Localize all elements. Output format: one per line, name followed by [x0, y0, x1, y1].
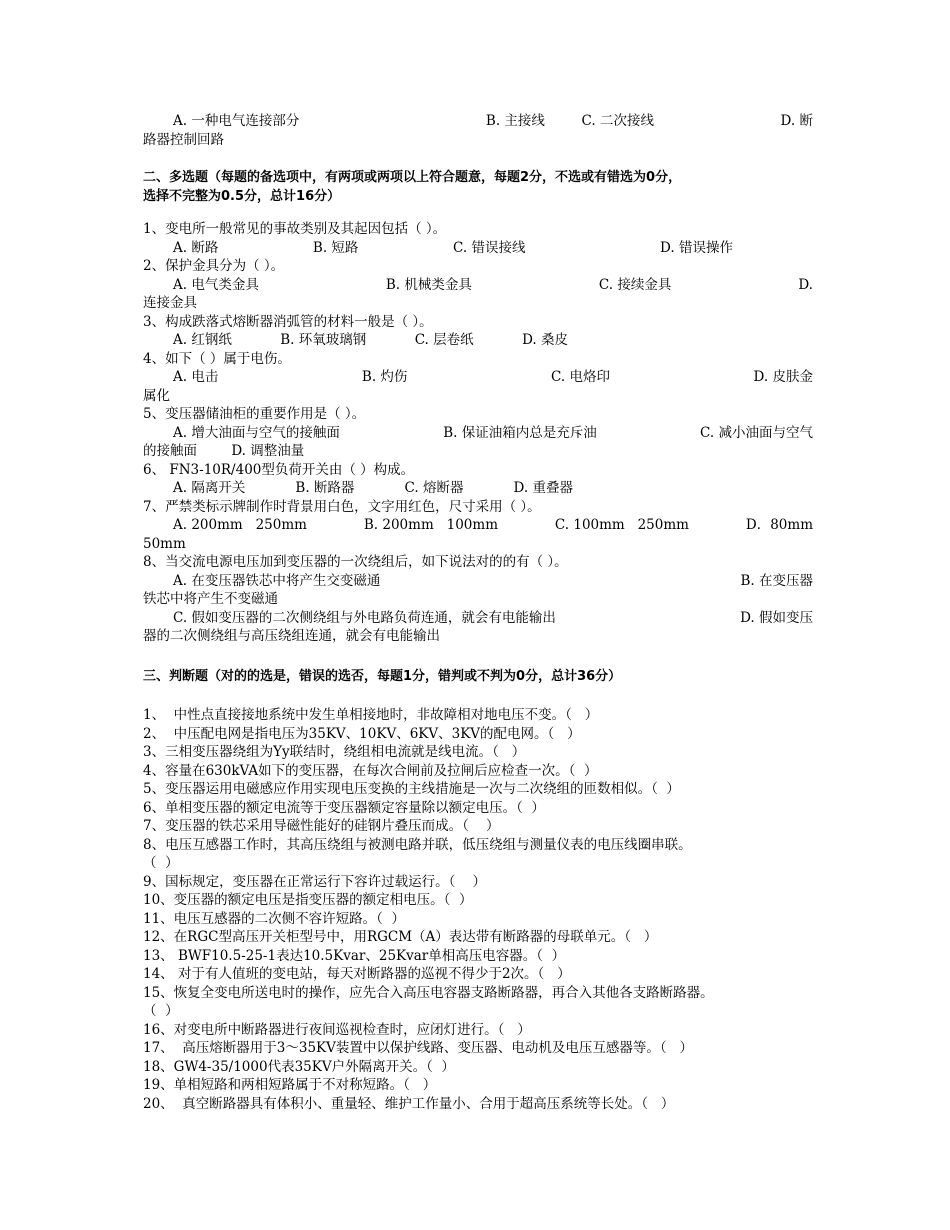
- option-c: C. 二次接线: [581, 113, 654, 129]
- question-stem: 1、变电所一般常见的事故类别及其起因包括（ ）。: [143, 221, 447, 237]
- option: A. 断路: [173, 239, 219, 256]
- judgment-item: 19、单相短路和两相短路属于不对称短路。（ ）: [143, 1077, 437, 1093]
- option: A. 在变压器铁芯中将产生交变磁通: [173, 572, 381, 589]
- option: A. 隔离开关: [173, 480, 246, 496]
- judgment-item: 16、对变电所中断路器进行夜间巡视检查时，应闭灯进行。（ ）: [143, 1021, 531, 1038]
- judgment-item: 2、 中压配电网是指电压为35KV、10KV、6KV、3KV的配电网。（ ）: [143, 725, 581, 742]
- option-continuation: 50mm: [143, 535, 186, 552]
- judgment-item: （ ）: [143, 855, 179, 871]
- option-continuation: 路器控制回路: [143, 131, 224, 148]
- option: A. 200mm 250mm: [173, 517, 307, 533]
- section-title-line: 选择不完整为0.5分，总计16分）: [143, 188, 341, 204]
- option: C. 减小油面与空气: [700, 424, 813, 441]
- option: D．80mm: [745, 517, 813, 533]
- option: B. 保证油箱内总是充斥油: [443, 424, 597, 441]
- option-continuation: 属化: [143, 387, 170, 404]
- option: C. 电烙印: [551, 369, 610, 385]
- option: C. 100mm 250mm: [554, 517, 689, 533]
- question-stem: 6、 FN3-10R/400型负荷开关由（ ）构成。: [143, 461, 415, 478]
- judgment-item: 7、变压器的铁芯采用导磁性能好的硅钢片叠压而成。（ ）: [143, 818, 500, 834]
- option-a: A. 一种电气连接部分: [173, 113, 300, 129]
- question-options: [143, 239, 733, 258]
- judgment-item: 14、 对于有人值班的变电站，每天对断路器的巡视不得少于2次。（ ）: [143, 966, 571, 982]
- judgment-item: 17、 高压熔断器用于3～35KV装置中以保护线路、变压器、电动机及电压互感器等。（ ）: [143, 1040, 693, 1056]
- question-options: [143, 331, 568, 350]
- option: D. 重叠器: [513, 480, 573, 496]
- option: C. 错误接线: [453, 239, 526, 256]
- judgment-item: 6、单相变压器的额定电流等于变压器额定容量除以额定电压。（ ）: [143, 799, 545, 816]
- judgment-item: 8、电压互感器工作时，其高压绕组与被测电路并联，低压绕组与测量仪表的电压线圈串联。: [143, 836, 692, 853]
- question-stem: 3、构成跌落式熔断器消弧管的材料一般是（ ）。: [143, 313, 433, 330]
- question-options: [143, 572, 813, 591]
- question-options: [143, 479, 573, 498]
- option: B. 200mm 100mm: [363, 517, 498, 533]
- option: B. 机械类金具: [385, 276, 472, 293]
- section-3-title: 三、判断题（对的的选是，错误的选否，每题1分，错判或不判为0分，总计36分）: [143, 668, 622, 684]
- option: B. 断路器: [295, 480, 355, 496]
- option: A. 电击: [173, 369, 219, 385]
- judgment-item: 13、 BWF10.5-25-1表达10.5Kvar、25Kvar单相高压电容器。（ ）: [143, 947, 566, 964]
- option-d: D. 断: [780, 113, 813, 129]
- option: D. 皮肤金: [753, 369, 813, 385]
- option-continuation: 连接金具: [143, 295, 197, 311]
- option-continuation: 的接触面 D. 调整油量: [143, 443, 305, 459]
- prev-question-options: [143, 112, 813, 131]
- option: C. 假如变压器的二次侧绕组与外电路负荷连通，就会有电能输出: [173, 609, 556, 626]
- option: B. 在变压器: [740, 572, 813, 589]
- option: D. 桑皮: [522, 332, 568, 348]
- judgment-item: 18、GW4-35/1000代表35KV户外隔离开关。（ ）: [143, 1058, 455, 1075]
- section-2-title: [143, 169, 813, 206]
- option-continuation: 铁芯中将产生不变磁通: [143, 591, 278, 607]
- judgment-item: 11、电压互感器的二次侧不容许短路。（ ）: [143, 910, 406, 927]
- option: A. 红钢纸: [173, 332, 232, 348]
- option: C. 熔断器: [404, 480, 464, 496]
- multi-choice-list: [143, 220, 813, 646]
- option: B. 环氧玻璃钢: [280, 332, 367, 348]
- judgment-item: （ ）: [143, 1003, 179, 1019]
- document-page: [143, 112, 813, 1113]
- option: A. 增大油面与空气的接触面: [173, 424, 340, 441]
- question-stem: 8、当交流电源电压加到变压器的一次绕组后，如下说法对的的有（ ）。: [143, 554, 568, 570]
- option: D. 假如变压: [740, 609, 813, 626]
- true-false-list: [143, 706, 813, 1113]
- question-stem: 4、如下（ ）属于电伤。: [143, 350, 291, 367]
- question-options: [143, 368, 813, 387]
- judgment-item: 1、 中性点直接接地系统中发生单相接地时，非故障相对地电压不变。（ ）: [143, 707, 599, 723]
- option: D.: [798, 276, 813, 293]
- question-options: [143, 276, 813, 295]
- option: B. 灼伤: [361, 369, 408, 385]
- judgment-item: 10、变压器的额定电压是指变压器的额定相电压。（ ）: [143, 892, 473, 908]
- option: C. 接续金具: [598, 276, 672, 293]
- judgment-item: 12、在RGC型高压开关柜型号中，用RGCM（A）表达带有断路器的母联单元。（ ）: [143, 929, 658, 945]
- judgment-item: 3、三相变压器绕组为Yy联结时，绕组相电流就是线电流。（ ）: [143, 744, 526, 760]
- option-b: B. 主接线: [485, 113, 545, 129]
- judgment-item: 15、恢复全变电所送电时的操作，应先合入高压电容器支路断路器，再合入其他各支路断路器。: [143, 984, 714, 1001]
- option: D. 错误操作: [660, 239, 733, 256]
- question-options: [143, 516, 813, 535]
- judgment-item: 20、 真空断路器具有体积小、重量轻、维护工作量小、合用于超高压系统等长处。（ ）: [143, 1095, 675, 1112]
- section-title-line: 二、多选题（每题的备选项中，有两项或两项以上符合题意，每题2分，不选或有错选为0分，: [143, 170, 682, 185]
- question-options: [143, 609, 813, 628]
- option: B. 短路: [312, 239, 359, 256]
- judgment-item: 4、容量在630kVA如下的变压器，在每次合闸前及拉闸后应检查一次。（ ）: [143, 762, 598, 779]
- option: C. 层卷纸: [414, 332, 474, 348]
- judgment-item: 5、变压器运用电磁感应作用实现电压变换的主线措施是一次与二次绕组的匝数相似。（ ）: [143, 781, 680, 797]
- judgment-item: 9、国标规定，变压器在正常运行下容许过载运行。（ ）: [143, 873, 487, 890]
- question-options: [143, 424, 813, 443]
- question-stem: 2、保护金具分为（ ）。: [143, 258, 285, 274]
- question-stem: 5、变压器储油柜的重要作用是（ ）。: [143, 406, 366, 422]
- question-stem: 7、严禁类标示牌制作时背景用白色，文字用红色，尺寸采用（ ）。: [143, 498, 541, 515]
- option: A. 电气类金具: [173, 276, 259, 293]
- option-continuation: 器的二次侧绕组与高压绕组连通，就会有电能输出: [143, 628, 440, 644]
